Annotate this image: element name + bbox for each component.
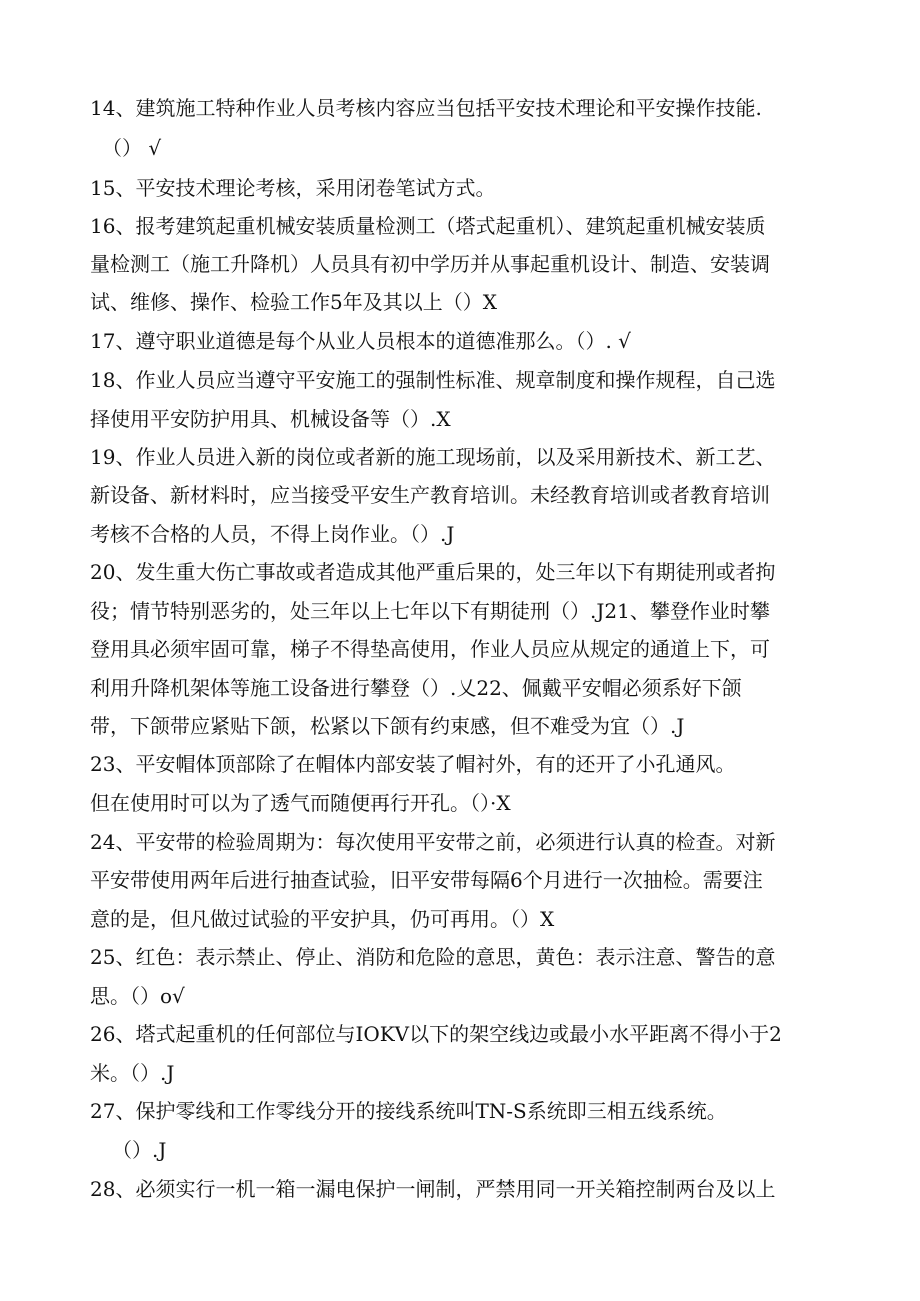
text-line: 27、保护零线和工作零线分开的接线系统叫TN-S系统即三相五线系统。	[90, 1099, 727, 1123]
text-line: 役；情节特别恶劣的，处三年以上七年以下有期徒刑（）.J21、攀登作业时攀	[90, 599, 770, 623]
text-line: 米。（）.J	[90, 1061, 175, 1085]
text-line: （） √	[102, 136, 162, 160]
text-line: 14、建筑施工特种作业人员考核内容应当包括平安技术理论和平安操作技能.	[90, 96, 762, 120]
text-line: 20、发生重大伤亡事故或者造成其他严重后果的，处三年以下有期徒刑或者拘	[90, 560, 776, 584]
text-line: 26、塔式起重机的任何部位与IOKV以下的架空线边或最小水平距离不得小于2	[90, 1022, 782, 1046]
text-line: 试、维修、操作、检验工作5年及其以上（）X	[90, 290, 497, 314]
text-line: 平安带使用两年后进行抽查试验，旧平安带每隔6个月进行一次抽检。需要注	[90, 868, 763, 892]
text-line: 利用升降机架体等施工设备进行攀登（）.乂22、佩戴平安帽必须系好下颌	[90, 676, 742, 700]
text-line: 15、平安技术理论考核，采用闭卷笔试方式。	[90, 176, 496, 200]
text-line: 登用具必须牢固可靠，梯子不得垫高使用，作业人员应从规定的通道上下，可	[90, 637, 770, 661]
text-line: 量检测工（施工升降机）人员具有初中学历并从事起重机设计、制造、安装调	[90, 252, 770, 276]
text-line: 择使用平安防护用具、机械设备等（）.X	[90, 407, 451, 431]
text-line: 意的是，但凡做过试验的平安护具，仍可再用。（）X	[90, 907, 555, 931]
text-line: 28、必须实行一机一箱一漏电保护一闸制，严禁用同一开关箱控制两台及以上	[90, 1177, 776, 1201]
text-line: 17、遵守职业道德是每个从业人员根本的道德准那么。（）. √	[90, 329, 631, 353]
text-line: （）.J	[112, 1138, 167, 1162]
text-line: 24、平安带的检验周期为：每次使用平安带之前，必须进行认真的检查。对新	[90, 830, 776, 854]
text-line: 19、作业人员进入新的岗位或者新的施工现场前，以及采用新技术、新工艺、	[90, 445, 776, 469]
text-line: 23、平安帽体顶部除了在帽体内部安装了帽衬外，有的还开了小孔通风。	[90, 752, 736, 776]
text-line: 思。（）o√	[90, 984, 185, 1008]
text-line: 16、报考建筑起重机械安装质量检测工（塔式起重机）、建筑起重机械安装质	[90, 214, 766, 238]
text-line: 但在使用时可以为了透气而随便再行开孔。（）·X	[90, 791, 511, 815]
text-line: 带，下颌带应紧贴下颌，松紧以下颌有约束感，但不难受为宜（）.J	[90, 714, 685, 738]
text-line: 18、作业人员应当遵守平安施工的强制性标准、规章制度和操作规程，自己选	[90, 368, 776, 392]
text-line: 新设备、新材料时，应当接受平安生产教育培训。未经教育培训或者教育培训	[90, 483, 770, 507]
text-line: 25、红色：表示禁止、停止、消防和危险的意思，黄色：表示注意、警告的意	[90, 945, 776, 969]
text-line: 考核不合格的人员，不得上岗作业。（）.J	[90, 522, 455, 546]
